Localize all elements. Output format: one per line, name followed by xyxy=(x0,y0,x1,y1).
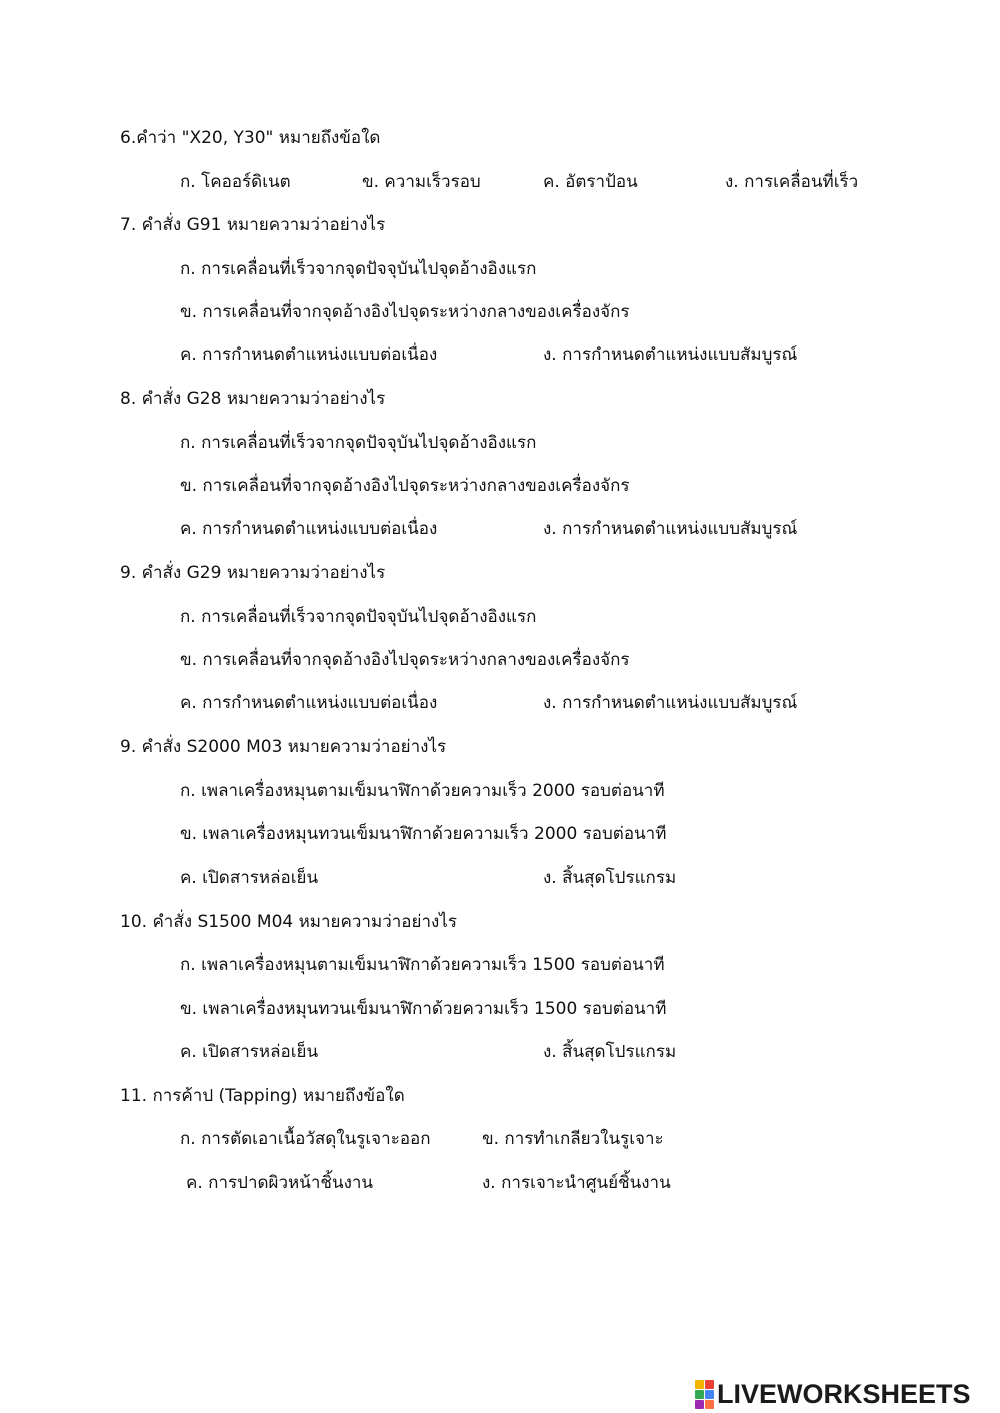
question-10-title: 10. คำสั่ง S1500 M04 หมายความว่าอย่างไร xyxy=(120,912,457,932)
question-8-option-c[interactable]: ค. การกำหนดตำแหน่งแบบต่อเนื่อง xyxy=(180,519,438,539)
question-7-option-a[interactable]: ก. การเคลื่อนที่เร็วจากจุดปัจจุบันไปจุดอ้างอิงแรก xyxy=(180,259,537,279)
liveworksheets-logo xyxy=(695,1378,971,1410)
question-8-title: 8. คำสั่ง G28 หมายความว่าอย่างไร xyxy=(120,389,386,409)
question-11-title: 11. การค้าป (Tapping) หมายถึงข้อใด xyxy=(120,1086,405,1106)
question-9a-title: 9. คำสั่ง G29 หมายความว่าอย่างไร xyxy=(120,563,386,583)
question-9b-option-c[interactable]: ค. เปิดสารหล่อเย็น xyxy=(180,868,319,888)
question-9a-option-c[interactable]: ค. การกำหนดตำแหน่งแบบต่อเนื่อง xyxy=(180,693,438,713)
question-10-option-a[interactable]: ก. เพลาเครื่องหมุนตามเข็มนาฬิกาด้วยความเร็ว 1500 รอบต่อนาที xyxy=(180,955,665,975)
question-9b-option-d[interactable]: ง. สิ้นสุดโปรแกรม xyxy=(543,868,677,888)
question-9b-option-a[interactable]: ก. เพลาเครื่องหมุนตามเข็มนาฬิกาด้วยความเร็ว 2000 รอบต่อนาที xyxy=(180,781,665,801)
question-6-option-d[interactable]: ง. การเคลื่อนที่เร็ว xyxy=(725,172,859,192)
logo-mark-icon xyxy=(695,1380,714,1409)
question-7-option-c[interactable]: ค. การกำหนดตำแหน่งแบบต่อเนื่อง xyxy=(180,345,438,365)
question-8-option-d[interactable]: ง. การกำหนดตำแหน่งแบบสัมบูรณ์ xyxy=(543,519,798,539)
question-10-option-d[interactable]: ง. สิ้นสุดโปรแกรม xyxy=(543,1042,677,1062)
question-9b-title: 9. คำสั่ง S2000 M03 หมายความว่าอย่างไร xyxy=(120,737,447,757)
question-8-option-b[interactable]: ข. การเคลื่อนที่จากจุดอ้างอิงไปจุดระหว่างกลางของเครื่องจักร xyxy=(180,476,630,496)
question-11-option-d[interactable]: ง. การเจาะนำศูนย์ชิ้นงาน xyxy=(482,1173,671,1193)
question-10-option-b[interactable]: ข. เพลาเครื่องหมุนทวนเข็มนาฬิกาด้วยความเร็ว 1500 รอบต่อนาที xyxy=(180,999,667,1019)
question-8-option-a[interactable]: ก. การเคลื่อนที่เร็วจากจุดปัจจุบันไปจุดอ้างอิงแรก xyxy=(180,433,537,453)
question-9a-option-d[interactable]: ง. การกำหนดตำแหน่งแบบสัมบูรณ์ xyxy=(543,693,798,713)
question-7-title: 7. คำสั่ง G91 หมายความว่าอย่างไร xyxy=(120,215,386,235)
logo-text: LIVEWORKSHEETS xyxy=(717,1378,971,1409)
question-6-option-a[interactable]: ก. โคออร์ดิเนต xyxy=(180,172,291,192)
question-9a-option-a[interactable]: ก. การเคลื่อนที่เร็วจากจุดปัจจุบันไปจุดอ้างอิงแรก xyxy=(180,607,537,627)
question-11-option-a[interactable]: ก. การตัดเอาเนื้อวัสดุในรูเจาะออก xyxy=(180,1129,431,1149)
question-6-title: 6.คำว่า "X20, Y30" หมายถึงข้อใด xyxy=(120,128,381,148)
question-11-option-b[interactable]: ข. การทำเกลียวในรูเจาะ xyxy=(482,1129,664,1149)
question-9a-option-b[interactable]: ข. การเคลื่อนที่จากจุดอ้างอิงไปจุดระหว่างกลางของเครื่องจักร xyxy=(180,650,630,670)
question-6-option-b[interactable]: ข. ความเร็วรอบ xyxy=(362,172,481,192)
question-11-option-c[interactable]: ค. การปาดผิวหน้าชิ้นงาน xyxy=(186,1173,374,1193)
question-7-option-d[interactable]: ง. การกำหนดตำแหน่งแบบสัมบูรณ์ xyxy=(543,345,798,365)
question-9b-option-b[interactable]: ข. เพลาเครื่องหมุนทวนเข็มนาฬิกาด้วยความเร็ว 2000 รอบต่อนาที xyxy=(180,824,667,844)
question-6-option-c[interactable]: ค. อัตราป้อน xyxy=(543,172,638,192)
question-7-option-b[interactable]: ข. การเคลื่อนที่จากจุดอ้างอิงไปจุดระหว่างกลางของเครื่องจักร xyxy=(180,302,630,322)
question-10-option-c[interactable]: ค. เปิดสารหล่อเย็น xyxy=(180,1042,319,1062)
